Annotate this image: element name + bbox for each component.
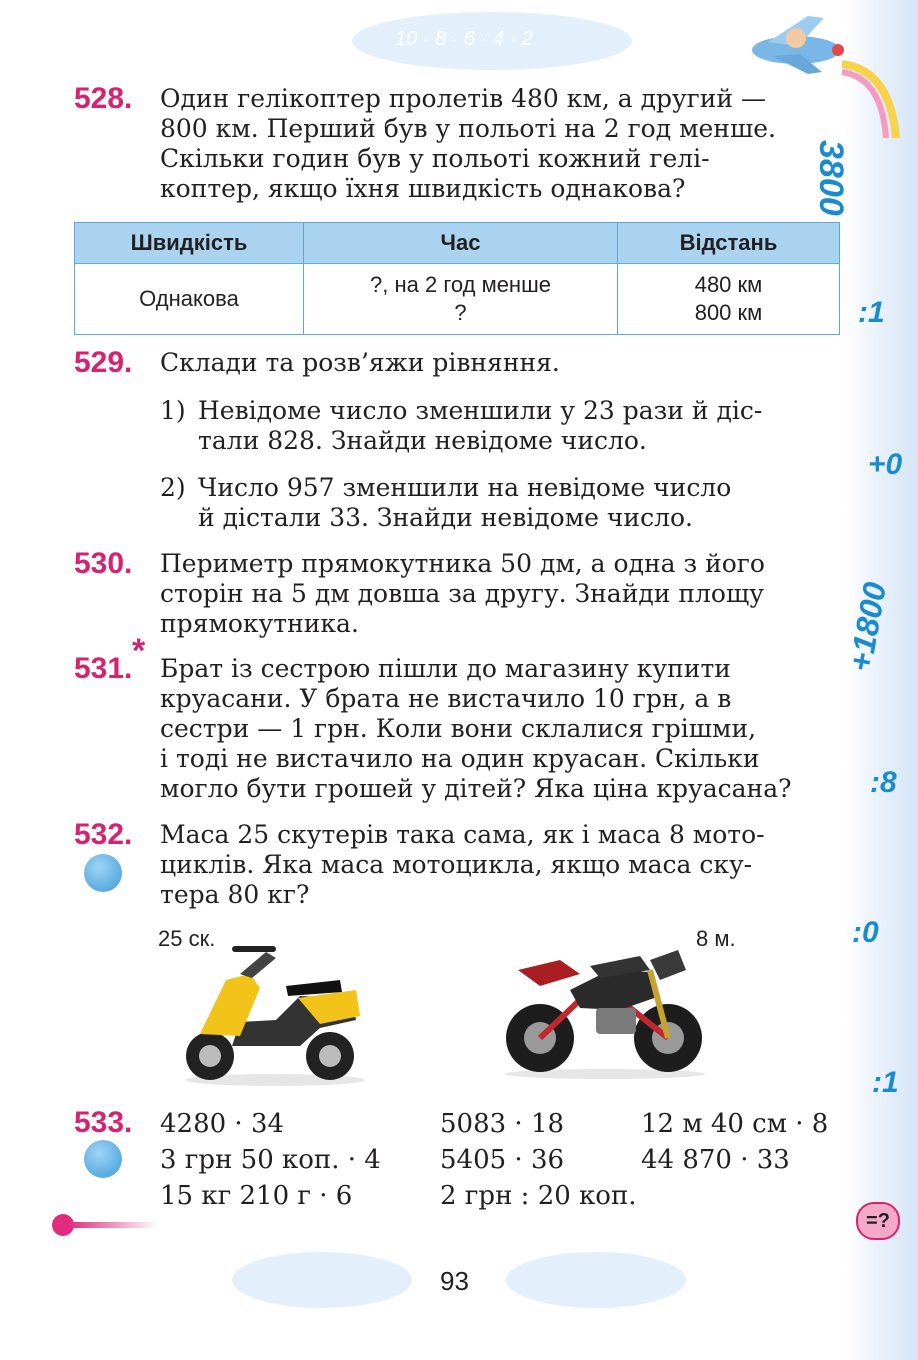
problem-529-item-1-line: Невідоме число зменшили у 23 рази й діс- — [198, 396, 763, 425]
problem-530-line: Периметр прямокутника 50 дм, а одна з його — [160, 549, 765, 578]
puzzle-icon — [84, 1140, 122, 1178]
problem-531-line: і тоді не вистачило на один круасан. Скільки — [160, 744, 760, 773]
strip-value-1: 3800 — [812, 140, 850, 216]
problem-528-line: Скільки годин був у польоті кожний гелі- — [160, 144, 710, 173]
problem-529-intro: Склади та розв’яжи рівняння. — [160, 348, 560, 377]
problem-529-item-2-line: Число 957 зменшили на невідоме число — [198, 473, 732, 502]
problem-531-star-icon: * — [132, 632, 146, 670]
footer-cloud-right — [506, 1252, 686, 1308]
problem-529-item-2-text — [198, 473, 838, 533]
problem-533-col-2 — [440, 1106, 637, 1214]
rainbow-trail — [840, 60, 900, 140]
problem-532-number: 532. — [74, 818, 133, 851]
table-cell-time-line: ?, на 2 год менше — [370, 272, 551, 297]
problem-533-col-3 — [641, 1106, 828, 1178]
problem-532-text — [160, 820, 838, 910]
footer-cloud-left — [232, 1252, 412, 1308]
strip-value-4: +1800 — [842, 579, 894, 675]
problem-531-line: круасани. У брата не вистачило 10 грн, а в — [160, 684, 732, 713]
problem-533-col-1 — [160, 1106, 381, 1214]
problem-532-line: Маса 25 скутерів така сама, як і маса 8 мото- — [160, 820, 765, 849]
problem-531-line: сестри — 1 грн. Коли вони склалися грішми, — [160, 714, 757, 743]
problem-528-line: коптер, якщо їхня швидкість однакова? — [160, 174, 686, 203]
table-header-distance: Відстань — [618, 223, 840, 264]
check-badge: =? — [856, 1202, 900, 1240]
expression: 12 м 40 см · 8 — [641, 1109, 829, 1139]
table-header-speed: Швидкість — [75, 223, 304, 264]
strip-value-2: :1 — [858, 296, 885, 329]
problem-533-number: 533. — [74, 1106, 133, 1139]
strip-value-7: :1 — [872, 1066, 899, 1099]
problem-528-number: 528. — [74, 82, 133, 115]
scooter-label: 25 ск. — [158, 926, 216, 951]
problem-529-number: 529. — [74, 346, 133, 379]
table-header-time: Час — [304, 223, 618, 264]
problem-528-table — [74, 222, 840, 335]
expression: 44 870 · 33 — [641, 1145, 790, 1175]
header-cloud-numbers: 10 · 8 · 6 · 4 · 2 — [395, 28, 533, 50]
problem-529-item-1-marker: 1) — [160, 396, 186, 425]
problem-528-line: Один гелікоптер пролетів 480 км, а другий — — [160, 84, 767, 113]
problem-529-item-1-line: тали 828. Знайди невідоме число. — [198, 426, 647, 455]
table-cell-time-line: ? — [454, 300, 467, 325]
table-cell-distance-line: 800 км — [694, 300, 763, 325]
problem-531-line: Брат із сестрою пішли до магазину купити — [160, 654, 731, 683]
problem-529-item-2-line: й дістали 33. Знайди невідоме число. — [198, 503, 693, 532]
problem-531-text — [160, 654, 838, 804]
table-cell-speed: Однакова — [75, 264, 304, 335]
problem-530-line: прямокутника. — [160, 609, 359, 638]
motorcycle-label: 8 м. — [696, 926, 736, 951]
expression: 15 кг 210 г · 6 — [160, 1181, 353, 1211]
pink-line — [68, 1222, 158, 1228]
motorcycle-image — [500, 930, 710, 1080]
side-strip — [846, 0, 918, 1360]
strip-value-3: +0 — [868, 448, 903, 481]
airplane-icon — [738, 12, 848, 78]
problem-531-number: 531. — [74, 652, 133, 685]
strip-value-6: :0 — [852, 916, 879, 949]
strip-value-5: :8 — [870, 766, 897, 799]
expression: 4280 · 34 — [160, 1109, 285, 1139]
expression: 2 грн : 20 коп. — [440, 1181, 637, 1211]
problem-530-line: сторін на 5 дм довша за другу. Знайди площу — [160, 579, 764, 608]
page-number: 93 — [440, 1266, 469, 1296]
table-cell-distance — [618, 264, 840, 335]
problem-530-number: 530. — [74, 547, 133, 580]
expression: 3 грн 50 коп. · 4 — [160, 1145, 381, 1175]
table-cell-time — [304, 264, 618, 335]
expression: 5083 · 18 — [440, 1109, 565, 1139]
scooter-image — [180, 938, 370, 1088]
puzzle-icon — [84, 854, 122, 892]
problem-532-line: циклів. Яка маса мотоцикла, якщо маса ску- — [160, 850, 753, 879]
problem-529-item-2-marker: 2) — [160, 473, 186, 502]
problem-531-line: могло бути грошей у дітей? Яка ціна круасана? — [160, 774, 792, 803]
problem-532-line: тера 80 кг? — [160, 880, 310, 909]
table-cell-distance-line: 480 км — [694, 272, 763, 297]
problem-528-text — [160, 84, 838, 204]
expression: 5405 · 36 — [440, 1145, 565, 1175]
problem-529-item-1-text — [198, 396, 838, 456]
problem-530-text — [160, 549, 838, 639]
problem-528-line: 800 км. Перший був у польоті на 2 год менше. — [160, 114, 776, 143]
